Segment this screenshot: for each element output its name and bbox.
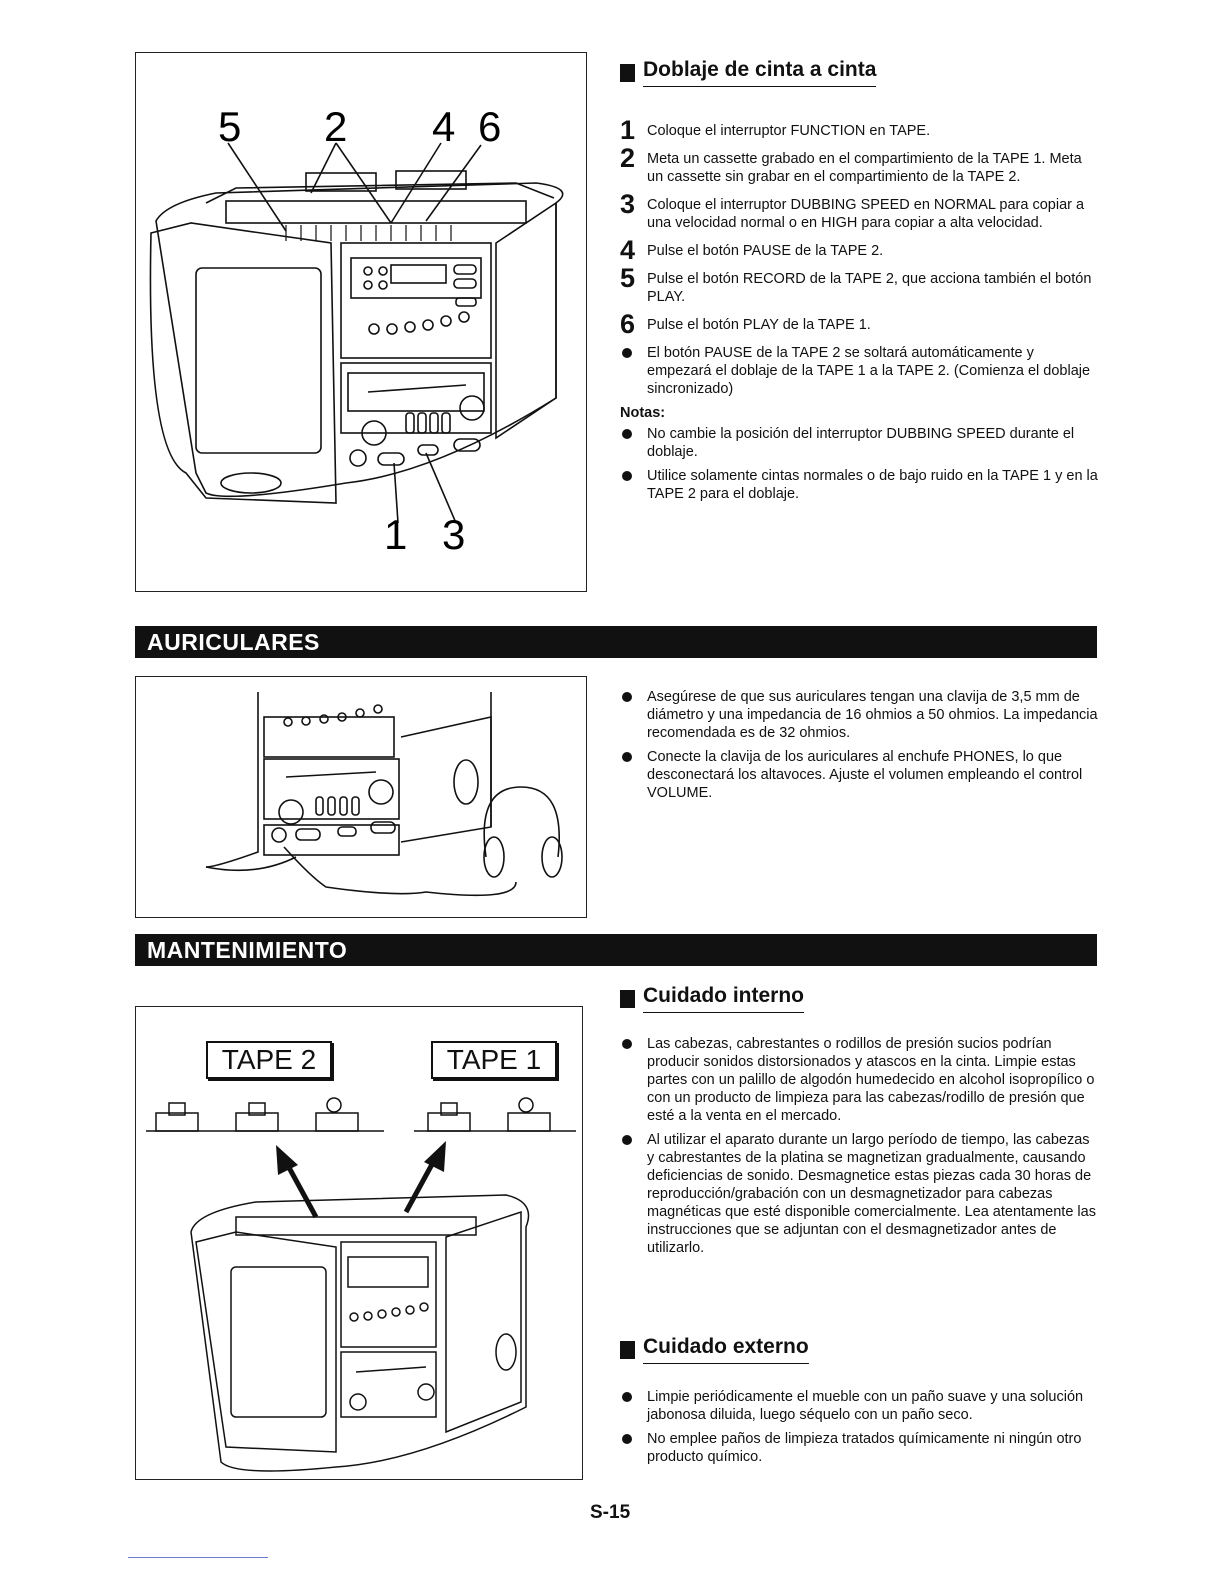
note-1: No cambie la posición del interruptor DUBBING SPEED durante el doblaje. [620, 425, 1100, 461]
headphones-illustration [136, 677, 585, 916]
step-3: 3 Coloque el interruptor DUBBING SPEED en NORMAL para copiar a una velocidad normal o en HIGH para copiar a alta velocidad. [620, 189, 1085, 231]
headphones-illustration-frame [135, 676, 587, 918]
maintenance-illustration-frame [135, 1006, 583, 1480]
heading-square-icon [620, 1341, 635, 1359]
headphones-text [620, 688, 1100, 808]
section-title-auriculares: AURICULARES [135, 626, 1097, 658]
dubbing-bullet: El botón PAUSE de la TAPE 2 se soltará automáticamente y empezará el doblaje de la TAPE 1 a la TAPE 2. (Comienza el doblaje sincronizado) [620, 344, 1100, 398]
section-title-mantenimiento: MANTENIMIENTO [135, 934, 1097, 966]
step-1: 1 Coloque el interruptor FUNCTION en TAPE. [620, 115, 931, 145]
external-care-heading: Cuidado externo [620, 1335, 809, 1364]
callout-2: 2 [324, 103, 348, 150]
step-5: 5 Pulse el botón RECORD de la TAPE 2, que acciona también el botón PLAY. [620, 263, 1092, 305]
tape1-label: TAPE 1 [431, 1041, 557, 1079]
callout-6: 6 [478, 103, 502, 150]
external-bullet-2: No emplee paños de limpieza tratados químicamente ni ningún otro producto químico. [620, 1430, 1100, 1466]
tape2-label: TAPE 2 [206, 1041, 332, 1079]
headphones-bullet-2: Conecte la clavija de los auriculares al enchufe PHONES, lo que desconectará los altavoces. Ajuste el volumen empleando el control VOLUME. [620, 748, 1100, 802]
heading-square-icon [620, 990, 635, 1008]
internal-bullet-2: Al utilizar el aparato durante un largo período de tiempo, las cabezas y cabrestantes de la platina se magnetizan gradualmente, causando deficiencias de sonido. Desmagnetice estas piezas cada 30 horas de reproducción/grabación con un desmagnetizador para cabezas magnéticas que esté disponible comercialmente. Lea atentamente las instrucciones que se adjuntan con el desmagnetizador antes de utilizarlo. [620, 1131, 1100, 1257]
heading-square-icon [620, 64, 635, 82]
page-number: S-15 [590, 1502, 631, 1523]
callout-3: 3 [442, 511, 466, 558]
step-6: 6 Pulse el botón PLAY de la TAPE 1. [620, 309, 871, 339]
internal-care-text [620, 1035, 1100, 1263]
internal-bullet-1: Las cabezas, cabrestantes o rodillos de presión sucios podrían producir sonidos distorsionados y atascos en la cinta. Limpie estas partes con un palillo de algodón humedecido en alcohol isopropílico o con un producto de limpieza para las cabezas/rodillo de presión que esté a la venta en el mercado. [620, 1035, 1100, 1125]
callout-1: 1 [384, 511, 408, 558]
external-bullet-1: Limpie periódicamente el mueble con un paño suave y una solución jabonosa diluida, luego séquelo con un paño seco. [620, 1388, 1100, 1424]
headphones-bullet-1: Asegúrese de que sus auriculares tengan una clavija de 3,5 mm de diámetro y una impedancia de 16 ohmios a 50 ohmios. La impedancia recomendada es de 32 ohmios. [620, 688, 1100, 742]
dubbing-steps [620, 115, 1100, 509]
dubbing-heading: Doblaje de cinta a cinta [620, 58, 876, 87]
maintenance-illustration [136, 1007, 581, 1478]
dubbing-illustration-frame [135, 52, 587, 592]
external-care-text [620, 1388, 1100, 1472]
boombox-illustration [136, 53, 585, 590]
callout-4: 4 [432, 103, 456, 150]
footer-rule [128, 1557, 268, 1558]
step-4: 4 Pulse el botón PAUSE de la TAPE 2. [620, 235, 884, 265]
callout-5: 5 [218, 103, 242, 150]
step-2: 2 Meta un cassette grabado en el compartimiento de la TAPE 1. Meta un cassette sin grabar en el compartimiento de la TAPE 2. [620, 143, 1082, 185]
notes-label: Notas: [620, 405, 666, 421]
note-2: Utilice solamente cintas normales o de bajo ruido en la TAPE 1 y en la TAPE 2 para el doblaje. [620, 467, 1100, 503]
internal-care-heading: Cuidado interno [620, 984, 804, 1013]
